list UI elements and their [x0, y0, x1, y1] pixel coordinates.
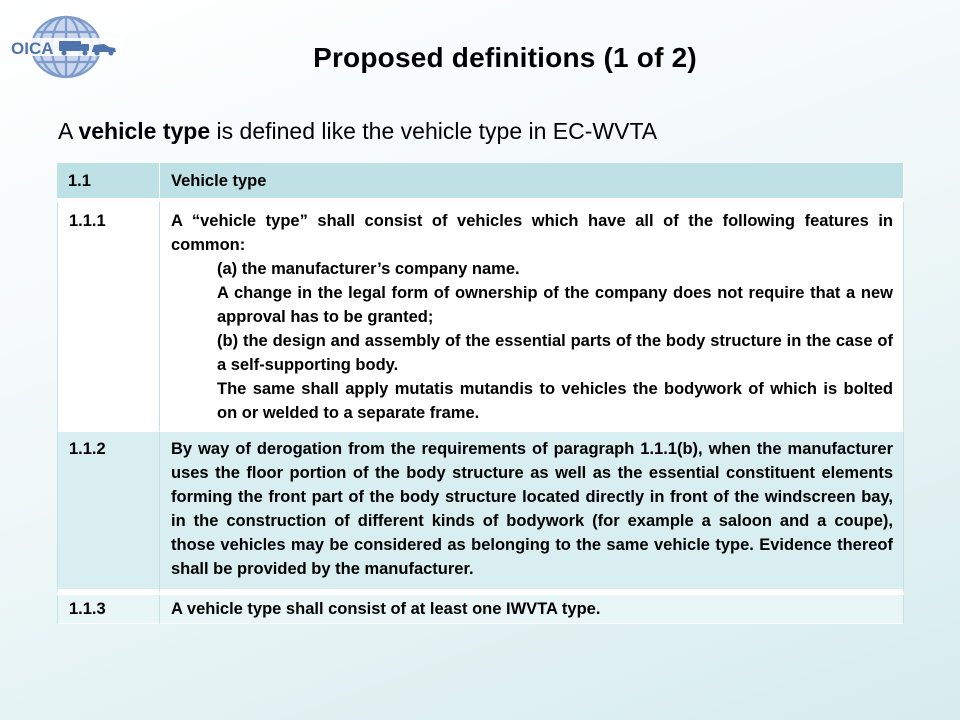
row-lead: A “vehicle type” shall consist of vehicles which have all of the following features in common: — [171, 212, 893, 254]
logo-text: OICA — [11, 39, 54, 58]
row-item: (a) the manufacturer’s company name. — [217, 260, 520, 278]
row-number: 1.1.2 — [57, 432, 160, 595]
definitions-table — [57, 163, 904, 624]
table-row — [57, 432, 904, 595]
row-item: (b) the design and assembly of the essential parts of the body structure in the case of a self-supporting body. — [217, 332, 893, 374]
row-item: The same shall apply mutatis mutandis to vehicles the bodywork of which is bolted on or welded to a separate frame. — [217, 380, 893, 422]
row-number: 1.1.1 — [57, 202, 160, 432]
row-text — [160, 202, 904, 432]
row-number: 1.1.3 — [57, 595, 160, 624]
page-title: Proposed definitions (1 of 2) — [313, 42, 697, 73]
row-text: By way of derogation from the requirements of paragraph 1.1.1(b), when the manufacturer uses the floor portion of the body structure as well as the essential constituent elements forming the front part of the body structure located directly in front of the windscreen bay, in the construction of different kinds of bodywork (for example a saloon and a coupe), those vehicles may be considered as belonging to the same vehicle type. Evidence thereof shall be provided by the manufacturer. — [160, 432, 904, 595]
header-title: Vehicle type — [160, 163, 904, 202]
intro-text: A vehicle type is defined like the vehicle type in EC-WVTA — [58, 118, 658, 144]
row-text: A vehicle type shall consist of at least one IWVTA type. — [160, 595, 904, 624]
table-row — [57, 202, 904, 432]
header-number: 1.1 — [57, 163, 160, 202]
row-item: A change in the legal form of ownership of the company does not require that a new approval has to be granted; — [217, 284, 893, 326]
intro-bold-term: vehicle type — [78, 118, 211, 144]
table-header-row — [57, 163, 904, 202]
table-row — [57, 595, 904, 624]
